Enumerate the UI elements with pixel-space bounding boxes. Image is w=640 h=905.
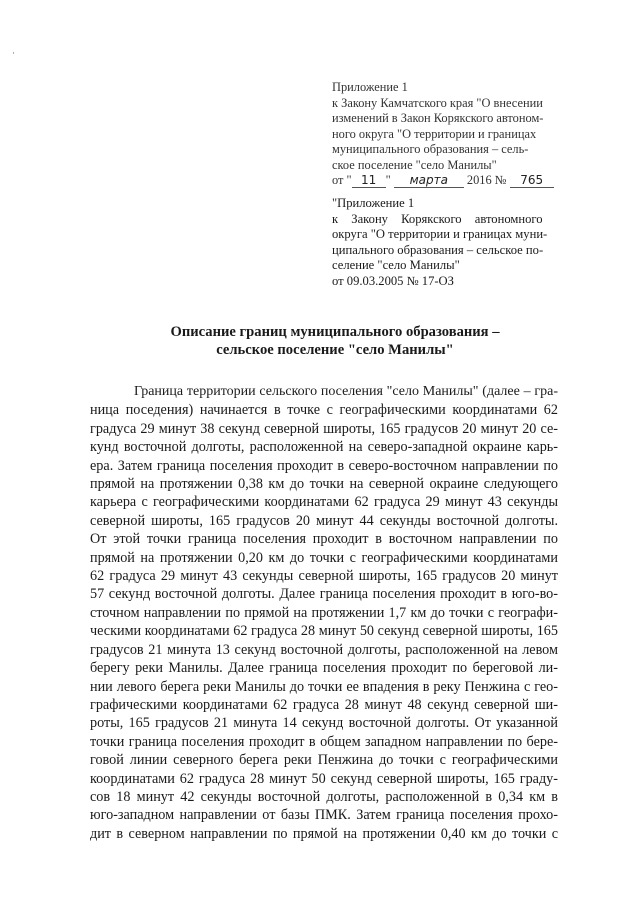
body-line: прямой на протяжении 0,38 км до точки на северной окраине следующего xyxy=(90,476,558,493)
boundary-description-text xyxy=(90,383,558,843)
body-line: северной широты, 165 градусов 20 минут 44 секунды восточной долготы. xyxy=(90,512,558,529)
title-line-2: сельское поселение "село Манилы" xyxy=(216,342,454,358)
body-line: точки граница поселения проходит в общем западном направлении по бере- xyxy=(90,733,558,750)
body-line: юго-западном направлении от базы ПМК. Затем граница поселения прохо- xyxy=(90,807,558,824)
document-number: 765 xyxy=(510,174,554,188)
body-line: градусов 21 минута 13 секунд восточной долготы, расположенной на левом xyxy=(90,641,558,658)
body-line: сточном направлении по прямой на протяжении 1,7 км до точки с географи- xyxy=(90,604,558,621)
body-line: нии левого берега реки Манилы до точки ее впадения в реку Пенжина с гео- xyxy=(90,678,558,695)
amendment-line: ного округа "О территории и границах xyxy=(332,126,537,141)
original-appendix-line: "Приложение 1 xyxy=(332,196,415,210)
date-quote: " xyxy=(385,173,391,187)
body-line: 57 секунд восточной долготы. Далее граница поселения проходит в юго-во- xyxy=(90,586,558,603)
amendment-line: изменений в Закон Корякского автоном- xyxy=(332,111,544,125)
amendment-line: ское поселение "село Манилы" xyxy=(332,157,497,172)
amendment-appendix-block xyxy=(332,80,572,189)
body-line: градуса 29 минут 38 секунд северной широты, 165 градусов 20 минут 20 се- xyxy=(90,420,558,437)
title-line-1: Описание границ муниципального образования – xyxy=(170,324,500,340)
body-line: прямой на протяжении 0,20 км до точки с географическими координатами xyxy=(90,549,558,566)
body-line: ческими координатами 62 градуса 28 минут 50 секунд северной широты, 165 xyxy=(90,623,558,640)
amendment-line: Приложение 1 xyxy=(332,80,408,94)
original-appendix-line: селение "село Манилы" xyxy=(332,258,460,273)
body-line: ера. Затем граница поселения проходит в северо-восточном направлении по xyxy=(90,457,558,474)
body-line: берегу реки Манилы. Далее граница поселения проходит по береговой ли- xyxy=(90,660,558,677)
body-line: графическими координатами 62 градуса 28 минут 48 секунд северной ши- xyxy=(90,696,558,713)
body-line: карьера с географическими координатами 62 градуса 29 минут 43 секунды xyxy=(90,494,558,511)
original-appendix-line: от 09.03.2005 № 17-ОЗ xyxy=(332,273,454,288)
body-line: Граница территории сельского поселения "село Манилы" (далее – гра- xyxy=(134,384,558,399)
amendment-line: к Закону Камчатского края "О внесении xyxy=(332,95,543,110)
amendment-date-line xyxy=(332,173,572,189)
original-appendix-line: к Закону Корякского автономного xyxy=(332,211,543,226)
body-line: кунд восточной долготы, расположенной на северо-западной окраине карь- xyxy=(90,439,558,456)
date-year: 2016 № xyxy=(466,173,507,187)
body-line: дит в северном направлении по прямой на протяжении 0,40 км до точки с xyxy=(90,825,558,842)
body-line: 62 градуса 29 минут 43 секунды северной широты, 165 градусов 20 минут xyxy=(90,568,558,585)
original-appendix-line: округа "О территории и границах муни- xyxy=(332,227,548,242)
body-line: роты, 165 градусов 21 минута 14 секунд восточной долготы. От указанной xyxy=(90,715,558,732)
document-title xyxy=(60,323,610,359)
date-month: марта xyxy=(394,174,464,188)
body-line: сов 18 минут 42 секунды восточной долготы, расположенной в 0,34 км в xyxy=(90,788,558,805)
body-line: координатами 62 градуса 28 минут 50 секунд северной широты, 165 граду- xyxy=(90,770,558,787)
body-line: ница поседения) начинается в точке с географическими координатами 62 xyxy=(90,402,558,419)
amendment-line: муниципального образования – сель- xyxy=(332,142,529,156)
original-appendix-block xyxy=(332,196,562,290)
original-appendix-line: ципального образования – сельское по- xyxy=(332,242,544,257)
body-line: От этой точки граница поселения проходит в восточном направлении по xyxy=(90,531,558,548)
body-line: говой линии северного берега реки Пенжина до точки с географическими xyxy=(90,752,558,769)
date-day: 11 xyxy=(352,174,386,188)
date-prefix: от " xyxy=(332,173,352,187)
margin-mark: · xyxy=(12,48,15,58)
